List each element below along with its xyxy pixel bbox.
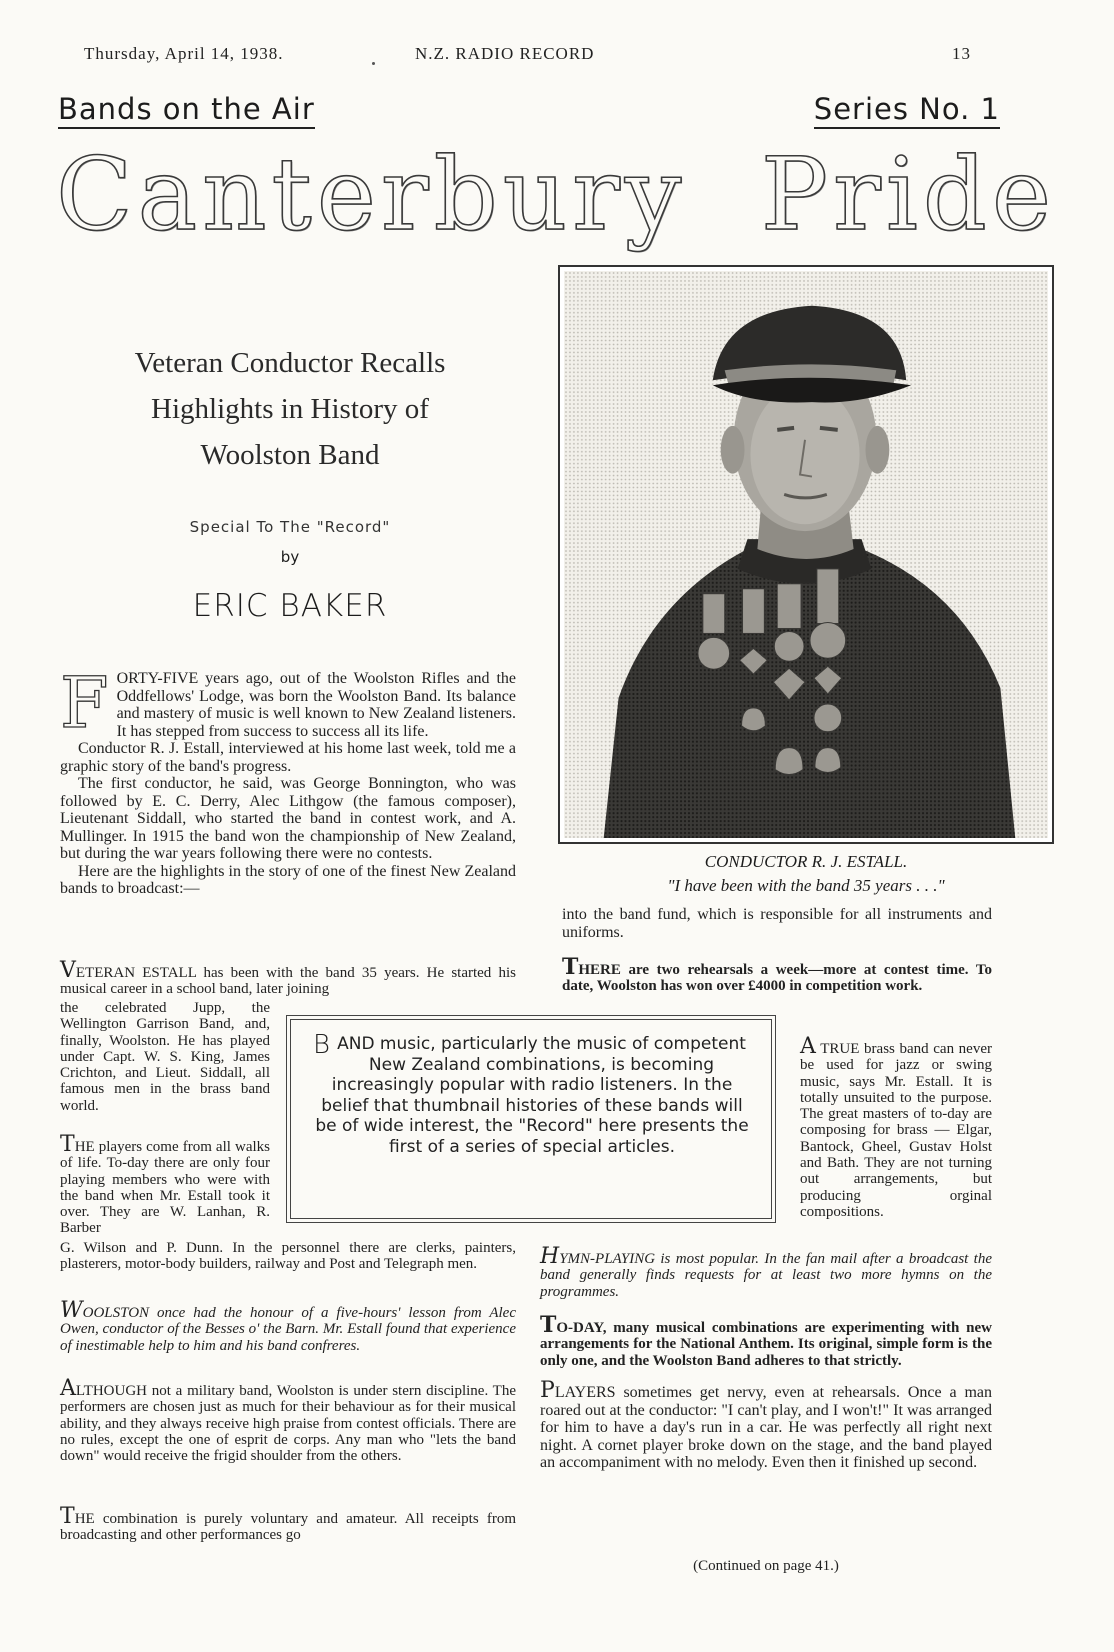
paragraph-combination: THE combination is purely voluntary and amateur. All receipts from broadcasting and other performances go xyxy=(60,1504,516,1544)
drop-cap: F xyxy=(60,662,109,744)
publication-name: N.Z. RADIO RECORD xyxy=(415,44,595,63)
subheadline-line-1: Veteran Conductor Recalls xyxy=(134,347,446,379)
headline xyxy=(56,136,1056,254)
paragraph: Here are the highlights in the story of one of the finest New Zealand bands to broadcast:— xyxy=(60,862,516,897)
paragraph-players-b: G. Wilson and P. Dunn. In the personnel there are clerks, painters, plasterers, motor-body builders, railway and Post and Telegraph men. xyxy=(60,1240,516,1273)
author-name: ERIC BAKER xyxy=(192,588,388,624)
paragraph-veteran-b: the celebrated Jupp, the Wellington Garrison Band, and, finally, Woolston. He has played under Capt. W. S. King, James Crichton, and Lieut. Siddall, all famous men in the brass band world. xyxy=(60,1000,270,1114)
conductor-photo xyxy=(558,265,1054,844)
photo-caption-name: CONDUCTOR R. J. ESTALL. xyxy=(704,852,908,871)
paragraph-hymn-playing: HYMN-PLAYING is most popular. In the fan mail after a broadcast the band generally finds requests for at least two more hymns on the programmes. xyxy=(540,1244,992,1300)
paragraph-rehearsals: THERE are two rehearsals a week—more at contest time. To date, Woolston has won over £4000 in competition work. xyxy=(562,954,992,995)
subheadline-line-2: Highlights in History of xyxy=(151,393,429,425)
paragraph-brass-band: A TRUE brass band can never be used for jazz or swing music, says Mr. Estall. It is totally unsuited to the purpose. The great masters of to-day are composing for brass — Elgar, Bantock, Gheel, Gustav Holst and Bath. They are not turning out arrangements, but producing orginal compositions. xyxy=(800,1034,992,1220)
lead-paragraph: FORTY-FIVE years ago, out of the Woolston Rifles and the Oddfellows' Lodge, was born the Woolston Band. Its balance and mastery of music is well known to New Zealand listeners. It has stepped from success to success all its life. xyxy=(60,662,516,744)
paragraph-discipline: ALTHOUGH not a military band, Woolston is under stern discipline. The performers are chosen just as much for their behaviour as for their musical ability, and they always receive high praise from contest officials. There are no rules, except the one of esprit de corps. Any man who "lets the band down" would receive the frigid shoulder from the others. xyxy=(60,1376,516,1465)
subheadline-line-3: Woolston Band xyxy=(200,439,380,471)
print-dot xyxy=(372,62,375,65)
photo-caption-quote: "I have been with the band 35 years . . ." xyxy=(667,876,945,895)
paragraph-players-a: THE players come from all walks of life. To-day there are only four playing members who were with the band when Mr. Estall took it over. They are W. Lanhan, R. Barber xyxy=(60,1132,270,1237)
portrait-illustration xyxy=(564,271,1048,838)
intro-box-text: BAND music, particularly the music of competent New Zealand combinations, is becoming increasingly popular with radio listeners. In the belief that thumbnail histories of these bands will be of wide interest, the "Record" here presents the first of a series of special articles. xyxy=(313,1030,749,1157)
special-credit: Special To The "Record" xyxy=(189,518,391,536)
paragraph-nervy-players: PLAYERS sometimes get nervy, even at rehearsals. Once a man roared out at the conductor: "I can't play, and I won't!" It was arranged for him to have a day's run in a car. He was perfectly all right next night. A cornet player broke down on the stage, and the band played an accompaniment with no melody. Even then it finished up second. xyxy=(540,1378,992,1471)
series-kicker: Bands on the Air xyxy=(58,92,315,129)
intro-box-initial: B xyxy=(313,1030,331,1060)
byline-by: by xyxy=(280,548,300,566)
paragraph-national-anthem: TO-DAY, many musical combinations are experimenting with new arrangements for the National Anthem. Its original, simple form is the only one, and the Woolston Band adheres to that strictly. xyxy=(540,1312,992,1369)
page-number: 13 xyxy=(952,44,971,63)
continued-note: (Continued on page 41.) xyxy=(693,1558,839,1574)
issue-date: Thursday, April 14, 1938. xyxy=(84,44,284,63)
headline-word-2: Pride xyxy=(760,136,1056,253)
paragraph: The first conductor, he said, was George Bonnington, who was followed by E. C. Derry, Alec Lithgow (the famous composer), Lieutenant Siddall, who started the band in contest work, and A. Mullinger. In 1915 the band won the championship of New Zealand, but during the war years following there were no contests. xyxy=(60,775,516,862)
series-number: Series No. 1 xyxy=(814,92,1000,129)
intro-box xyxy=(286,1015,776,1223)
series-row xyxy=(58,92,1058,136)
subheadline xyxy=(60,340,520,478)
paragraph-band-fund: into the band fund, which is responsible for all instruments and uniforms. xyxy=(562,906,992,941)
paragraph-veteran-a: VETERAN ESTALL has been with the band 35 years. He started his musical career in a school band, later joining xyxy=(60,958,516,998)
paragraph-woolston-lesson: WOOLSTON once had the honour of a five-hours' lesson from Alec Owen, conductor of the Besses o' the Barn. Mr. Estall found that experience of inestimable help to him and his band confreres. xyxy=(60,1298,516,1354)
article-lead xyxy=(60,662,516,898)
paragraph: Conductor R. J. Estall, interviewed at his home last week, told me a graphic story of the band's progress. xyxy=(60,740,516,775)
headline-word-1: Canterbury xyxy=(56,136,687,253)
